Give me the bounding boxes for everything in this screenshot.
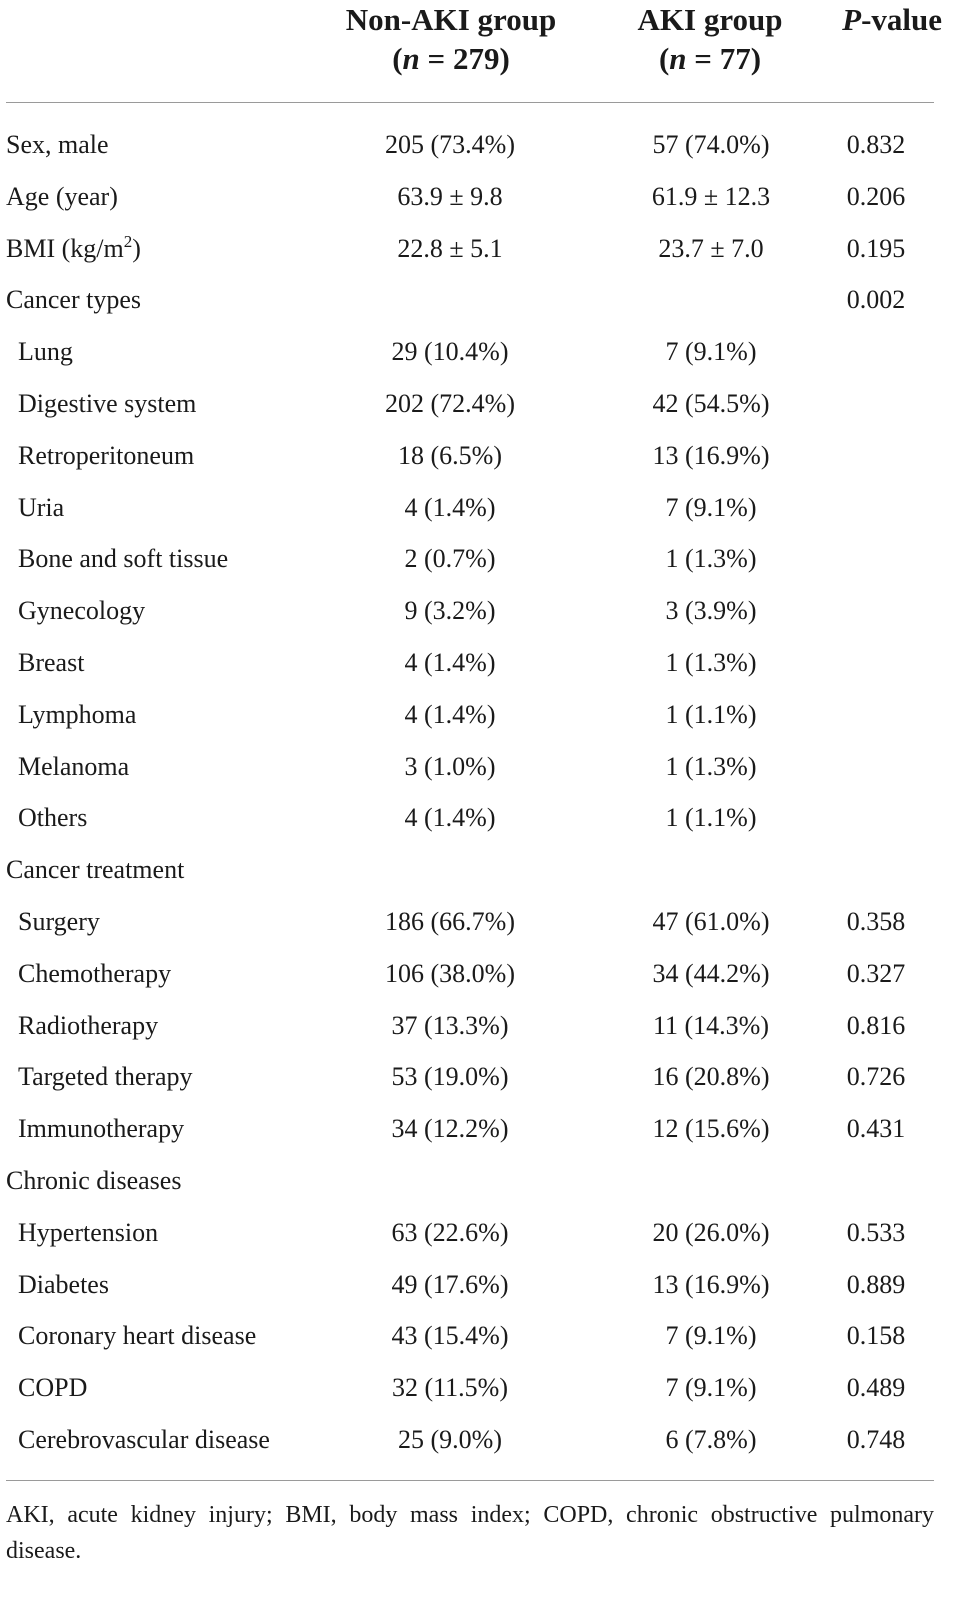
- table-row: [6, 741, 934, 793]
- row-label: Retroperitoneum: [18, 440, 195, 470]
- table-row: [6, 844, 934, 896]
- p-value: 0.358: [846, 906, 906, 936]
- table-row: [6, 326, 934, 378]
- table-row: [6, 585, 934, 637]
- non-aki-value: 22.8 ± 5.1: [397, 233, 503, 263]
- p-value: 0.748: [846, 1424, 906, 1454]
- aki-value: 47 (61.0%): [652, 906, 770, 936]
- non-aki-value: 18 (6.5%): [398, 440, 502, 470]
- non-aki-value: 186 (66.7%): [385, 906, 515, 936]
- aki-value: 13 (16.9%): [652, 440, 770, 470]
- table-row: [6, 792, 934, 844]
- row-label: Diabetes: [18, 1269, 109, 1299]
- non-aki-value: 4 (1.4%): [404, 699, 496, 729]
- row-label: Lymphoma: [18, 699, 137, 729]
- table-row: [6, 1000, 934, 1052]
- aki-value: 13 (16.9%): [652, 1269, 770, 1299]
- table-row: [6, 1362, 934, 1414]
- aki-value: 23.7 ± 7.0: [658, 233, 764, 263]
- row-label: Others: [18, 803, 88, 833]
- header-p-value: P-value: [842, 2, 942, 37]
- aki-value: 57 (74.0%): [652, 130, 770, 159]
- non-aki-value: 4 (1.4%): [404, 647, 496, 677]
- row-label: Cancer types: [6, 285, 142, 315]
- row-label: Uria: [18, 492, 65, 522]
- aki-value: 42 (54.5%): [652, 388, 770, 418]
- non-aki-value: 63.9 ± 9.8: [397, 181, 503, 211]
- header-aki-group: [610, 0, 810, 78]
- aki-value: 7 (9.1%): [665, 492, 757, 522]
- table-row: [6, 689, 934, 741]
- non-aki-value: 106 (38.0%): [385, 958, 515, 988]
- table-row: [6, 119, 934, 171]
- row-label: Chronic diseases: [6, 1165, 182, 1195]
- table-row: [6, 896, 934, 948]
- table-row: [6, 1103, 934, 1155]
- table-row: [6, 223, 934, 275]
- p-value: 0.726: [846, 1062, 906, 1092]
- aki-value: 12 (15.6%): [652, 1114, 770, 1144]
- row-label: COPD: [18, 1373, 88, 1403]
- table-row: [6, 274, 934, 326]
- row-label: Age (year): [6, 181, 118, 211]
- row-label: Hypertension: [18, 1217, 159, 1247]
- aki-value: 16 (20.8%): [652, 1062, 770, 1092]
- row-label: Gynecology: [18, 596, 146, 626]
- non-aki-value: 205 (73.4%): [385, 130, 515, 159]
- non-aki-value: 4 (1.4%): [404, 492, 496, 522]
- aki-value: 61.9 ± 12.3: [651, 181, 771, 211]
- p-value: 0.206: [846, 181, 906, 211]
- non-aki-value: 202 (72.4%): [385, 388, 515, 418]
- row-label: BMI $(kg/m^2)$: [6, 231, 141, 263]
- row-label: Cerebrovascular disease: [18, 1424, 270, 1454]
- p-value: 0.816: [846, 1010, 906, 1040]
- table-row: [6, 637, 934, 689]
- row-label: Immunotherapy: [18, 1114, 185, 1144]
- non-aki-value: 29 (10.4%): [391, 337, 509, 367]
- p-value: 0.533: [846, 1217, 906, 1247]
- non-aki-value: 3 (1.0%): [404, 751, 496, 781]
- table-row: [6, 1310, 934, 1362]
- table-body: [6, 103, 934, 1466]
- aki-value: 1 (1.3%): [665, 751, 757, 781]
- characteristics-table: [6, 0, 942, 1466]
- non-aki-value: 53 (19.0%): [391, 1062, 509, 1092]
- table-header: [6, 0, 942, 103]
- row-label: Bone and soft tissue: [18, 544, 229, 574]
- row-label: Digestive system: [18, 388, 197, 418]
- p-value: 0.195: [846, 233, 906, 263]
- non-aki-value: 2 (0.7%): [404, 544, 496, 574]
- aki-value: 3 (3.9%): [665, 596, 757, 626]
- table-row: [6, 533, 934, 585]
- p-value: 0.889: [846, 1269, 906, 1299]
- header-non-aki-group: [322, 0, 580, 78]
- header-non-aki-n: (n = 279): [392, 41, 510, 76]
- row-label: Lung: [18, 337, 73, 367]
- row-label: Cancer treatment: [6, 855, 185, 885]
- header-aki-n: (n = 77): [658, 41, 762, 76]
- table-row: [6, 1051, 934, 1103]
- table-row: [6, 1259, 934, 1311]
- row-label: Melanoma: [18, 751, 130, 781]
- p-value: 0.832: [846, 130, 906, 159]
- header-aki-title: AKI group: [637, 2, 783, 37]
- aki-value: 1 (1.3%): [665, 647, 757, 677]
- aki-value: 11 (14.3%): [652, 1010, 769, 1040]
- row-label: Breast: [18, 647, 85, 677]
- table-row: [6, 430, 934, 482]
- p-value: 0.002: [846, 285, 906, 315]
- table-row: [6, 1155, 934, 1207]
- p-value: 0.489: [846, 1373, 906, 1403]
- non-aki-value: 43 (15.4%): [391, 1321, 509, 1351]
- aki-value: 1 (1.3%): [665, 544, 757, 574]
- table-row: [6, 1207, 934, 1259]
- aki-value: 6 (7.8%): [665, 1424, 757, 1454]
- non-aki-value: 49 (17.6%): [391, 1269, 509, 1299]
- aki-value: 7 (9.1%): [665, 1373, 757, 1403]
- aki-value: 1 (1.1%): [665, 803, 757, 833]
- row-label: Chemotherapy: [18, 958, 172, 988]
- aki-value: 20 (26.0%): [652, 1217, 770, 1247]
- table-row: [6, 171, 934, 223]
- table-row: [6, 378, 934, 430]
- row-label: Radiotherapy: [18, 1010, 159, 1040]
- non-aki-value: 25 (9.0%): [398, 1424, 502, 1454]
- row-label: Coronary heart disease: [18, 1321, 257, 1351]
- row-label: Sex, male: [6, 130, 109, 159]
- aki-value: 7 (9.1%): [665, 337, 757, 367]
- p-value: 0.431: [846, 1114, 906, 1144]
- aki-value: 7 (9.1%): [665, 1321, 757, 1351]
- table-row: [6, 1414, 934, 1466]
- non-aki-value: 37 (13.3%): [391, 1010, 509, 1040]
- non-aki-value: 63 (22.6%): [391, 1217, 509, 1247]
- non-aki-value: 9 (3.2%): [404, 596, 496, 626]
- table-row: [6, 948, 934, 1000]
- row-label: Targeted therapy: [18, 1062, 193, 1092]
- aki-value: 34 (44.2%): [652, 958, 770, 988]
- p-value: 0.327: [846, 958, 906, 988]
- non-aki-value: 34 (12.2%): [391, 1114, 509, 1144]
- non-aki-value: 32 (11.5%): [391, 1373, 508, 1403]
- table-footnote: AKI, acute kidney injury; BMI, body mass index; COPD, chronic obstructive pulmonary disease.: [6, 1480, 934, 1569]
- p-value: 0.158: [846, 1321, 906, 1351]
- table-row: [6, 482, 934, 534]
- aki-value: 1 (1.1%): [665, 699, 757, 729]
- row-label: Surgery: [18, 906, 100, 936]
- header-non-aki-title: Non-AKI group: [345, 2, 557, 37]
- non-aki-value: 4 (1.4%): [404, 803, 496, 833]
